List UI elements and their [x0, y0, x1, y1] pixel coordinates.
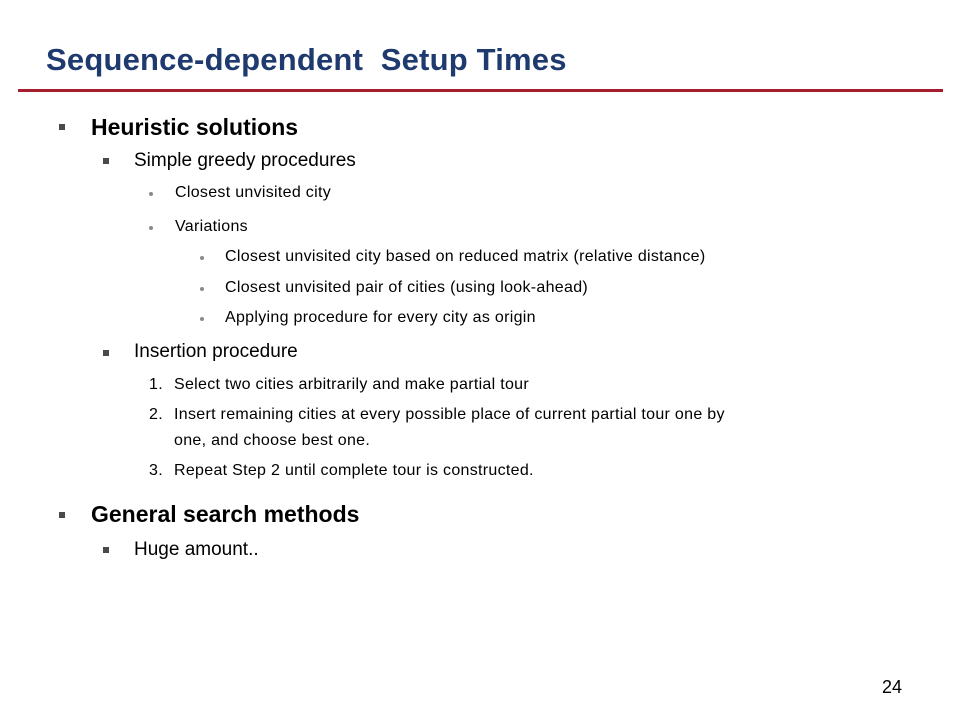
- square-bullet-icon: [103, 547, 109, 553]
- square-bullet-icon: [59, 124, 65, 130]
- variation-item: Closest unvisited pair of cities (using look-ahead): [225, 279, 589, 296]
- dot-bullet-icon: [200, 256, 204, 260]
- item-huge-amount: Huge amount..: [134, 539, 259, 560]
- step-text: Select two cities arbitrarily and make partial tour: [174, 376, 529, 393]
- step-number: 3.: [149, 462, 163, 479]
- step-text: Repeat Step 2 until complete tour is constructed.: [174, 462, 534, 479]
- step-number: 2.: [149, 406, 163, 423]
- slide-title: Sequence-dependent Setup Times: [46, 42, 567, 77]
- dot-bullet-icon: [200, 317, 204, 321]
- step-text-continued: one, and choose best one.: [174, 432, 371, 449]
- square-bullet-icon: [103, 158, 109, 164]
- heading-general-search: General search methods: [91, 501, 360, 527]
- step-text: Insert remaining cities at every possible place of current partial tour one by: [174, 406, 725, 423]
- item-closest-unvisited: Closest unvisited city: [175, 184, 331, 201]
- variation-item: Applying procedure for every city as origin: [225, 309, 536, 326]
- item-variations: Variations: [175, 218, 248, 235]
- item-insertion-procedure: Insertion procedure: [134, 341, 298, 362]
- square-bullet-icon: [59, 512, 65, 518]
- variation-item: Closest unvisited city based on reduced matrix (relative distance): [225, 248, 706, 265]
- dot-bullet-icon: [149, 192, 153, 196]
- heading-heuristic-solutions: Heuristic solutions: [91, 114, 299, 140]
- square-bullet-icon: [103, 350, 109, 356]
- dot-bullet-icon: [149, 226, 153, 230]
- item-simple-greedy: Simple greedy procedures: [134, 150, 356, 171]
- step-number: 1.: [149, 376, 163, 393]
- dot-bullet-icon: [200, 287, 204, 291]
- page-number: 24: [882, 677, 903, 697]
